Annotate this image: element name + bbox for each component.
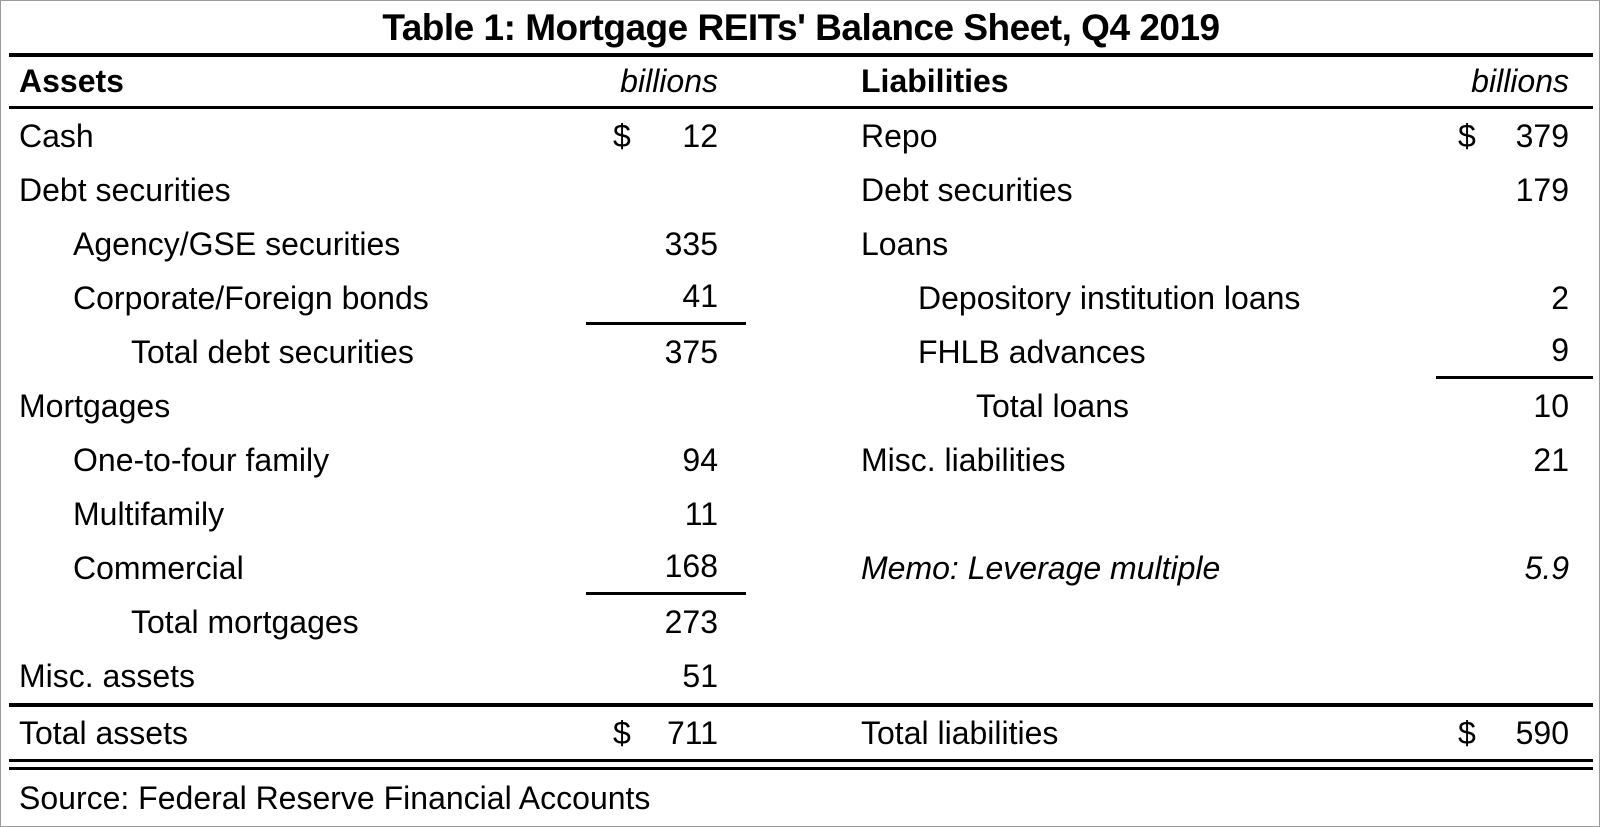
asset-value-total-mortgages: 273: [664, 603, 718, 640]
asset-value-misc-assets: 51: [682, 657, 718, 694]
asset-label-multifamily: Multifamily: [73, 495, 225, 532]
liability-value-fhlb-advances: 9: [1436, 325, 1593, 379]
asset-value-total-debt-securities: 375: [664, 333, 718, 370]
table-row-mortgages-totalloans: [9, 379, 1593, 433]
dollar-sign: $: [613, 117, 631, 154]
asset-label-one-to-four: One-to-four family: [73, 441, 330, 478]
asset-value-total-assets: $ 711: [613, 714, 718, 751]
liability-value-misc-liabilities: 21: [1533, 441, 1569, 478]
table-row-total-mortgages: [9, 595, 1593, 649]
liability-value-memo-leverage: 5.9: [1524, 549, 1569, 586]
dollar-sign: $: [1458, 714, 1476, 751]
column-header-assets: Assets: [19, 63, 124, 99]
liability-label-blank: [746, 595, 1436, 649]
liability-label-repo: Repo: [861, 117, 938, 154]
table-row-totals: [9, 707, 1593, 759]
table-row-corporate-depository: [9, 271, 1593, 325]
asset-label-mortgages: Mortgages: [19, 387, 171, 424]
liability-value-repo: $ 379: [1458, 117, 1569, 154]
header-row: [9, 57, 1593, 106]
table-row-cash-repo: [9, 109, 1593, 163]
asset-value-multifamily: 11: [684, 495, 718, 532]
table-row-totaldebt-fhlb: [9, 325, 1593, 379]
asset-label-total-assets: Total assets: [19, 714, 188, 751]
asset-label-misc-assets: Misc. assets: [19, 657, 196, 694]
table-row-misc-assets: [9, 649, 1593, 703]
asset-label-agency-gse: Agency/GSE securities: [73, 225, 401, 262]
liability-value-total-loans: 10: [1533, 387, 1569, 424]
liability-label-blank: [746, 649, 1436, 703]
liability-label-depository-loans: Depository institution loans: [918, 279, 1301, 316]
asset-value-cash: $ 12: [613, 117, 718, 154]
asset-label-total-mortgages: Total mortgages: [131, 603, 359, 640]
dollar-sign: $: [613, 714, 631, 751]
asset-value-debt-securities: [586, 163, 746, 217]
column-header-billions-right: billions: [1471, 63, 1569, 99]
liability-value-depository-loans: 2: [1551, 279, 1569, 316]
table-row-debt-securities: [9, 163, 1593, 217]
liability-value-blank: [1436, 487, 1593, 541]
liability-value-debt-securities: 179: [1515, 171, 1569, 208]
asset-label-debt-securities: Debt securities: [19, 171, 231, 208]
asset-value-one-to-four: 94: [682, 441, 718, 478]
source-note: Source: Federal Reserve Financial Accounts: [19, 779, 651, 816]
asset-label-commercial: Commercial: [73, 549, 244, 586]
table-row-onetofour-miscliab: [9, 433, 1593, 487]
liability-label-total-loans: Total loans: [976, 387, 1129, 424]
asset-value-agency-gse: 335: [664, 225, 718, 262]
dollar-sign: $: [1458, 117, 1476, 154]
liability-label-misc-liabilities: Misc. liabilities: [861, 441, 1066, 478]
liability-value-total-liabilities: $ 590: [1458, 714, 1569, 751]
asset-value-commercial: 168: [586, 541, 746, 595]
liability-label-loans: Loans: [861, 225, 949, 262]
liability-label-total-liabilities: Total liabilities: [861, 714, 1059, 751]
asset-value-mortgages: [586, 379, 746, 433]
liability-value-loans: [1436, 217, 1593, 271]
table-row-multifamily: [9, 487, 1593, 541]
column-header-liabilities: Liabilities: [861, 63, 1009, 99]
liability-label-blank: [746, 487, 1436, 541]
table-row-commercial-memo: [9, 541, 1593, 595]
liability-label-fhlb-advances: FHLB advances: [918, 333, 1146, 370]
liability-value-blank: [1436, 595, 1593, 649]
liability-label-debt-securities: Debt securities: [861, 171, 1073, 208]
table-row-agency-loans: [9, 217, 1593, 271]
asset-value-corporate-foreign: 41: [586, 271, 746, 325]
asset-label-corporate-foreign: Corporate/Foreign bonds: [73, 279, 429, 316]
column-header-billions-left: billions: [620, 63, 718, 99]
liability-label-memo-leverage: Memo: Leverage multiple: [861, 549, 1221, 586]
asset-label-total-debt-securities: Total debt securities: [131, 333, 414, 370]
asset-label-cash: Cash: [19, 117, 94, 154]
liability-value-blank: [1436, 649, 1593, 703]
table-title: Table 1: Mortgage REITs' Balance Sheet, Q4 2019: [382, 7, 1220, 48]
